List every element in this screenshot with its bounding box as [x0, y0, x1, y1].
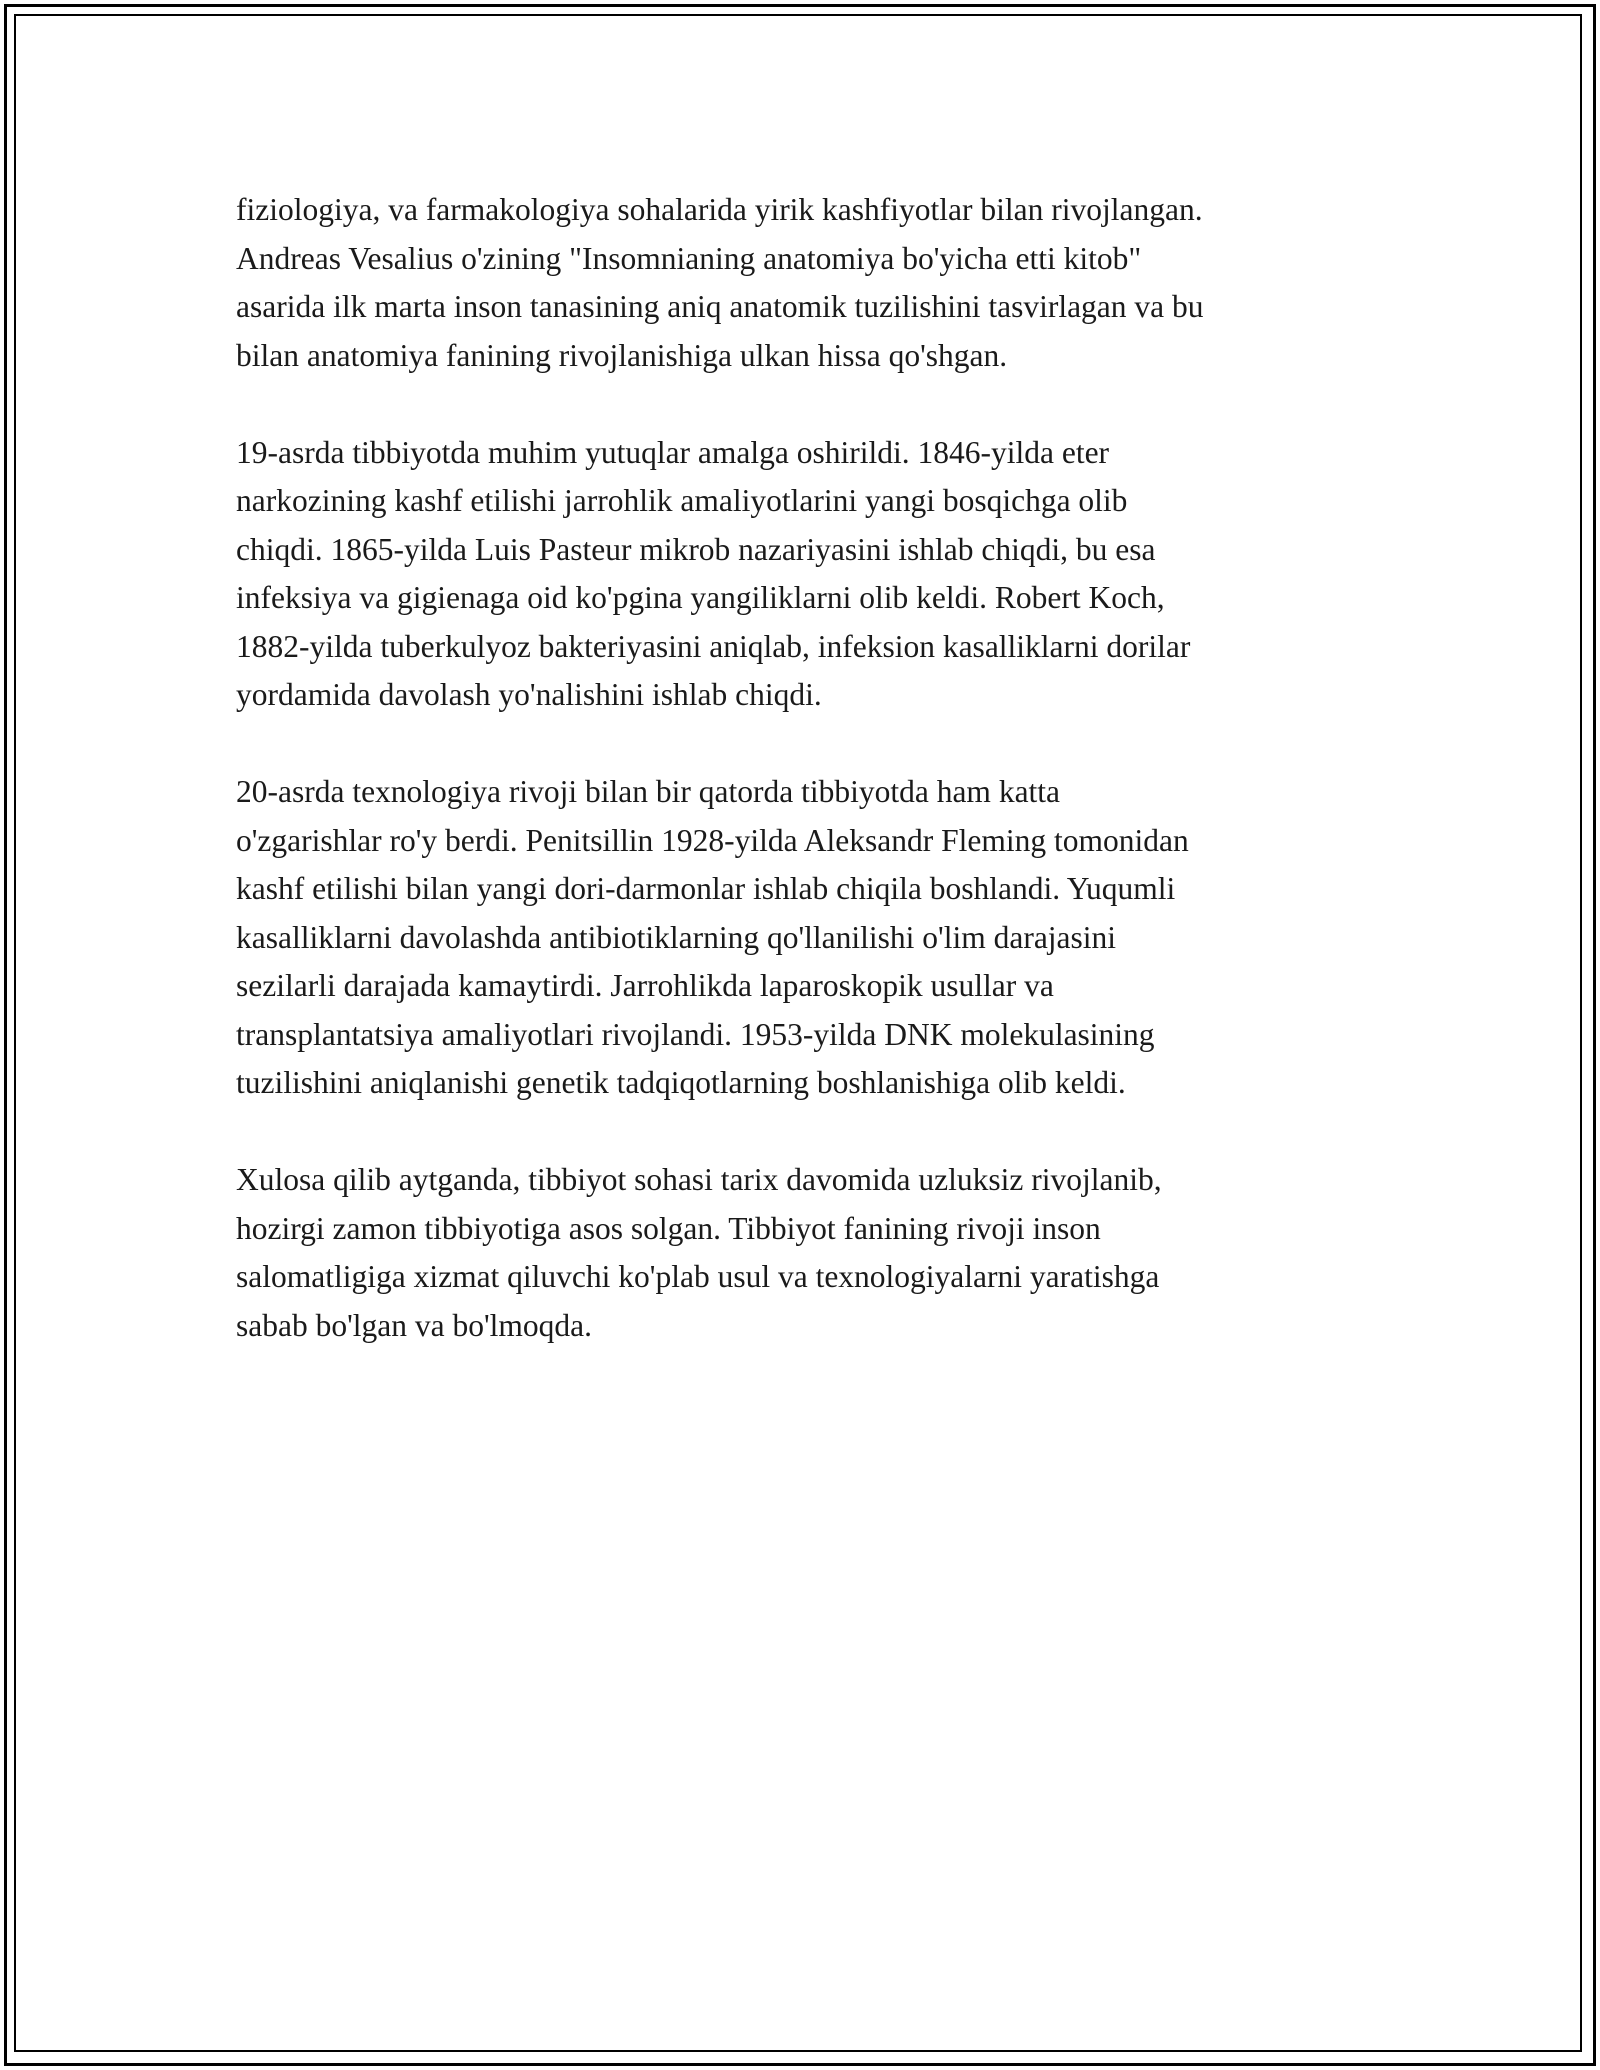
paragraph-vesalius: fiziologiya, va farmakologiya sohalarida yirik kashfiyotlar bilan rivojlangan. Andreas Vesalius o'zining "Insomnianing anatomiya bo'yicha etti kitob" asarida ilk marta inson tanasining aniq anatomik tuzilishini tasvirlagan va bu bilan anatomiya fanining rivojlanishiga ulkan hissa qo'shgan. [236, 192, 1204, 373]
document-body [236, 186, 1376, 1399]
paragraph-conclusion: Xulosa qilib aytganda, tibbiyot sohasi tarix davomida uzluksiz rivojlanib, hozirgi zamon tibbiyotiga asos solgan. Tibbiyot fanining rivoji inson salomatligiga xizmat qiluvchi ko'plab usul va texnologiyalarni yaratishga sabab bo'lgan va bo'lmoqda. [236, 1162, 1162, 1343]
paragraph-19th-century: 19-asrda tibbiyotda muhim yutuqlar amalga oshirildi. 1846-yilda eter narkozining kashf etilishi jarrohlik amaliyotlarini yangi bosqichga olib chiqdi. 1865-yilda Luis Pasteur mikrob nazariyasini ishlab chiqdi, bu esa infeksiya va gigienaga oid ko'pgina yangiliklarni olib keldi. Robert Koch, 1882-yilda tuberkulyoz bakteriyasini aniqlab, infeksion kasalliklarni dorilar yordamida davolash yo'nalishini ishlab chiqdi. [236, 434, 1191, 712]
paragraph-20th-century: 20-asrda texnologiya rivoji bilan bir qatorda tibbiyotda ham katta o'zgarishlar ro'y berdi. Penitsillin 1928-yilda Aleksandr Fleming tomonidan kashf etilishi bilan yangi dori-darmonlar ishlab chiqila boshlandi. Yuqumli kasalliklarni davolashda antibiotiklarning qo'llanilishi o'lim darajasini sezilarli darajada kamaytirdi. Jarrohlikda laparoskopik usullar va transplantatsiya amaliyotlari rivojlandi. 1953-yilda DNK molekulasining tuzilishini aniqlanishi genetik tadqiqotlarning boshlanishiga olib keldi. [236, 774, 1189, 1100]
